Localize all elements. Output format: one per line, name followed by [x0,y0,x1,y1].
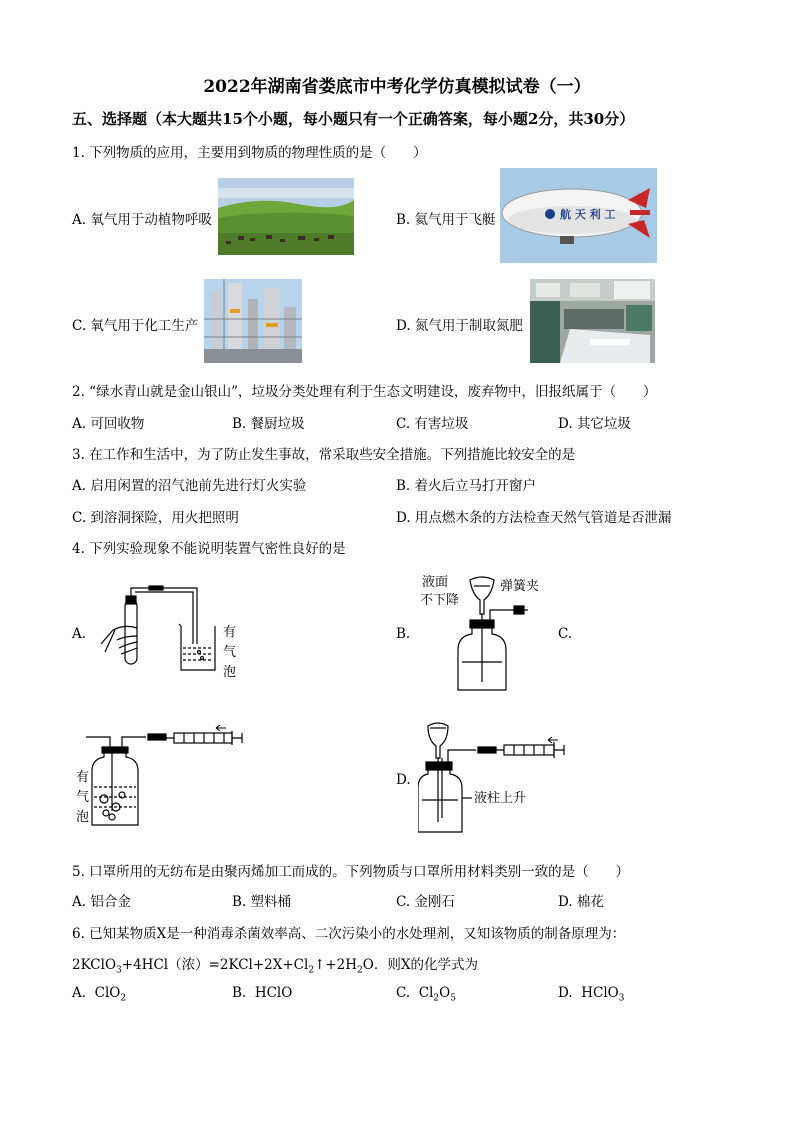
airship-lettering: 航 天 利 工 [560,208,616,221]
apparatus-b-diagram [418,570,558,695]
q5-option-c: C. 金刚石 [396,894,455,910]
q1-option-a: A. 氧气用于动植物呼吸 [72,212,212,228]
q3-option-d: D. 用点燃木条的方法检查天然气管道是否泄漏 [396,510,672,526]
q2-option-d: D. 其它垃圾 [558,416,631,432]
a-label-you: 有 [223,625,237,640]
q6-option-a: A. ClO$_2$ [72,985,127,1004]
q2-option-c: C. 有害垃圾 [396,416,469,432]
q1-option-b: B. 氦气用于飞艇 [396,212,496,228]
airship-image [500,168,657,263]
q1-option-d: D. 氮气用于制取氮肥 [396,318,523,334]
q4-option-b: B. [396,626,411,642]
q3-option-a: A. 启用闲置的沼气池前先进行灯火实验 [72,478,307,494]
c-label-pao: 泡 [76,810,90,825]
b-label-not-drop: 不下降 [420,593,460,608]
q5-stem: 5. 口罩所用的无纺布是由聚丙烯加工而成的。下列物质与口罩所用材料类别一致的是（ ） [72,864,630,880]
q4-option-a: A. [72,626,87,642]
grassland-image [218,178,354,255]
q5-option-a: A. 铝合金 [72,894,131,910]
q6-equation: 2KClO$_3$+4HCl（浓）$=2KCl+2X+Cl_2↑+2H_2O$．则X的化学式为 [72,957,478,976]
page-title: 2022年湖南省娄底市中考化学仿真模拟试卷（一） [203,77,591,97]
q4-option-c: C. [558,626,573,642]
q4-option-d: D. [396,772,411,788]
b-label-surface: 液面 [422,575,449,590]
q6-option-c: C. $Cl_2O_5$ [396,985,456,1004]
d-label-liquid-rise: 液柱上升 [474,791,527,806]
b-label-clamp: 弹簧夹 [500,579,540,594]
q5-option-d: D. 棉花 [558,894,604,910]
q6-stem: 6. 已知某物质X是一种消毒杀菌效率高、二次污染小的水处理剂，又知该物质的制备原理为： [72,926,626,942]
q5-option-b: B. 塑料桶 [232,894,292,910]
apparatus-d-diagram [418,718,578,838]
fertilizer-factory-image [530,279,655,363]
q6-option-b: B. HClO [232,985,293,1001]
apparatus-c-diagram [76,725,251,830]
a-label-pao: 泡 [223,665,237,680]
q2-option-b: B. 餐厨垃圾 [232,416,305,432]
q6-option-d: D. HClO$_3$ [558,985,625,1004]
c-label-qi: 气 [76,790,90,805]
q3-option-c: C. 到溶洞探险，用火把照明 [72,510,239,526]
q3-option-b: B. 着火后立马打开窗户 [396,478,537,494]
section-heading: 五、选择题（本大题共15个小题，每小题只有一个正确答案，每小题2分，共30分） [72,110,635,128]
q2-option-a: A. 可回收物 [72,416,145,432]
chemical-plant-image [204,279,302,363]
a-label-qi: 气 [223,645,237,660]
q3-stem: 3. 在工作和生活中，为了防止发生事故，常采取些安全措施。下列措施比较安全的是 [72,447,576,463]
q1-stem: 1. 下列物质的应用，主要用到物质的物理性质的是（ ） [72,145,427,161]
apparatus-a-diagram [95,578,255,683]
q1-option-c: C. 氧气用于化工生产 [72,318,199,334]
c-label-you: 有 [76,770,90,785]
q2-stem: 2. “绿水青山就是金山银山”，垃圾分类处理有利于生态文明建设，废弃物中，旧报纸属于（ ） [72,384,657,400]
q4-stem: 4. 下列实验现象不能说明装置气密性良好的是 [72,541,346,557]
